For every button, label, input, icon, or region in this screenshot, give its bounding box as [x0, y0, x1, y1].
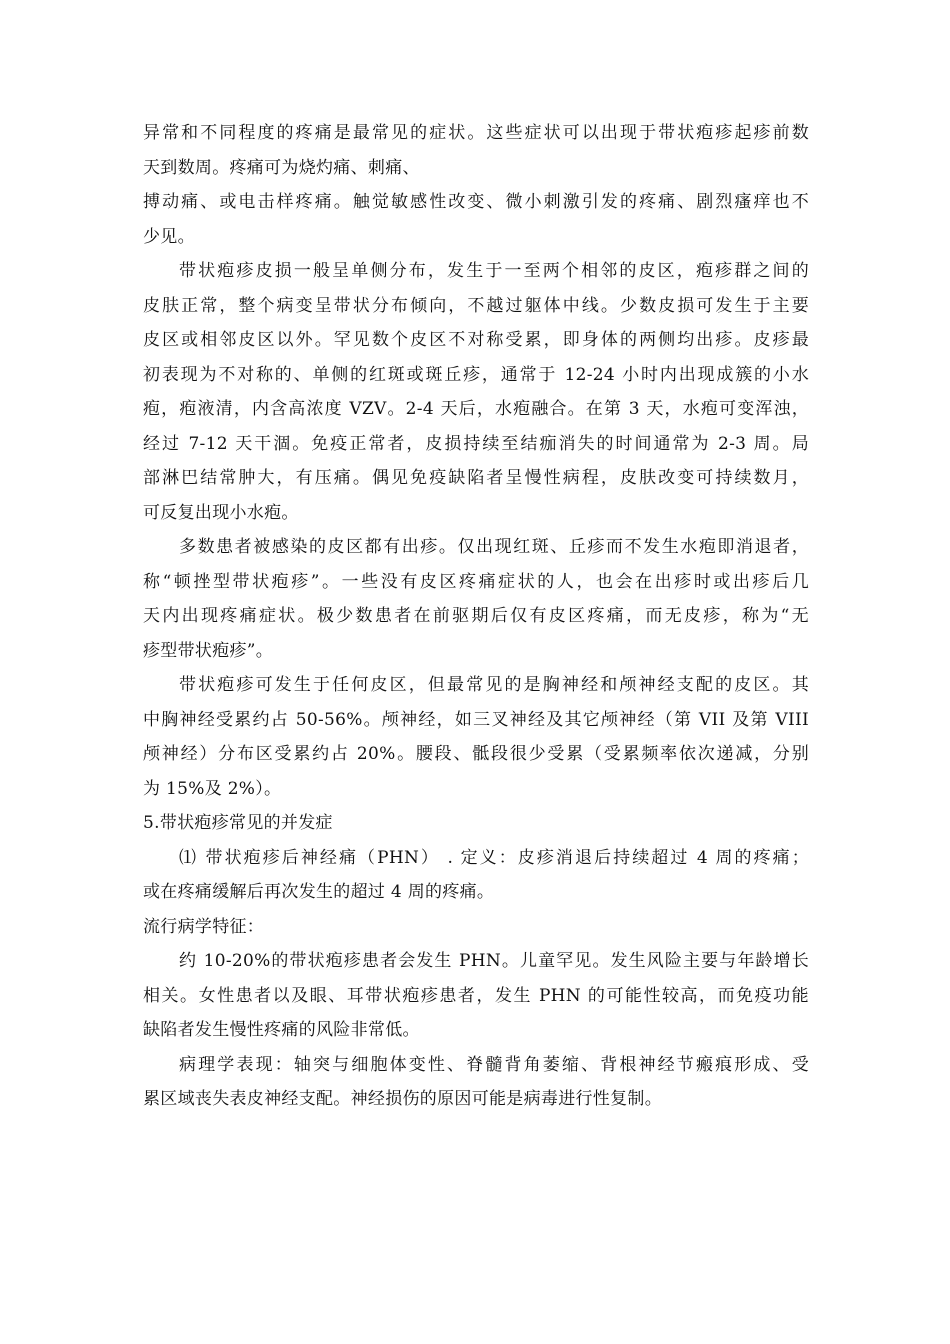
text-line: 皮肤正常，整个病变呈带状分布倾向，不越过躯体中线。少数皮损可发生于主要	[143, 295, 809, 316]
text-line: 部淋巴结常肿大，有压痛。偶见免疫缺陷者呈慢性病程，皮肤改变可持续数月，	[143, 468, 809, 488]
text-line: 多数患者被感染的皮区都有出疹。仅出现红斑、丘疹而不发生水疱即消退者，	[179, 537, 809, 557]
text-line: 病理学表现：轴突与细胞体变性、脊髓背角萎缩、背根神经节瘢痕形成、受	[179, 1054, 809, 1075]
document-page	[143, 116, 809, 1117]
subheading: 流行病学特征：	[143, 916, 265, 937]
text-line: ⑴ 带状疱疹后神经痛（PHN） . 定义：皮疹消退后持续超过 4 周的疼痛；	[179, 847, 809, 868]
text-line: 初表现为不对称的、单侧的红斑或斑丘疹，通常于 12-24 小时内出现成簇的小水	[143, 364, 809, 385]
text-line: 相关。女性患者以及眼、耳带状疱疹患者，发生 PHN 的可能性较高，而免疫功能	[143, 985, 809, 1006]
text-line: 疱，疱液清，内含高浓度 VZV。2-4 天后，水疱融合。在第 3 天，水疱可变浑浊，	[143, 399, 809, 419]
text-line: 累区域丧失表皮神经支配。神经损伤的原因可能是病毒进行性复制。	[143, 1089, 662, 1109]
text-line: 天内出现疼痛症状。极少数患者在前驱期后仅有皮区疼痛，而无皮疹，称为“无	[143, 606, 809, 626]
text-line: 为 15%及 2%）。	[143, 778, 282, 799]
text-line: 疹型带状疱疹”。	[143, 640, 274, 661]
text-line: 中胸神经受累约占 50-56%。颅神经，如三叉神经及其它颅神经（第 VII 及第 VIII	[143, 709, 809, 730]
text-line: 皮区或相邻皮区以外。罕见数个皮区不对称受累，即身体的两侧均出疹。皮疹最	[143, 330, 809, 350]
text-line: 或在疼痛缓解后再次发生的超过 4 周的疼痛。	[143, 882, 495, 902]
text-line: 约 10-20%的带状疱疹患者会发生 PHN。儿童罕见。发生风险主要与年龄增长	[179, 951, 809, 971]
text-line: 可反复出现小水疱。	[143, 502, 299, 523]
section-heading: 5.带状疱疹常见的并发症	[143, 813, 333, 833]
text-line: 搏动痛、或电击样疼痛。触觉敏感性改变、微小刺激引发的疼痛、剧烈瘙痒也不	[143, 192, 809, 212]
text-line: 缺陷者发生慢性疼痛的风险非常低。	[143, 1020, 420, 1040]
text-line: 少见。	[143, 226, 195, 247]
text-line: 带状疱疹皮损一般呈单侧分布，发生于一至两个相邻的皮区，疱疹群之间的	[179, 261, 809, 281]
text-line: 颅神经）分布区受累约占 20%。腰段、骶段很少受累（受累频率依次递减，分别	[143, 744, 809, 764]
text-line: 带状疱疹可发生于任何皮区，但最常见的是胸神经和颅神经支配的皮区。其	[179, 675, 809, 695]
text-line: 称“顿挫型带状疱疹”。一些没有皮区疼痛症状的人，也会在出疹时或出疹后几	[143, 571, 809, 592]
text-line: 经过 7-12 天干涸。免疫正常者，皮损持续至结痂消失的时间通常为 2-3 周。局	[143, 433, 809, 454]
text-line: 天到数周。疼痛可为烧灼痛、刺痛、	[143, 157, 420, 178]
text-line: 异常和不同程度的疼痛是最常见的症状。这些症状可以出现于带状疱疹起疹前数	[143, 123, 809, 143]
